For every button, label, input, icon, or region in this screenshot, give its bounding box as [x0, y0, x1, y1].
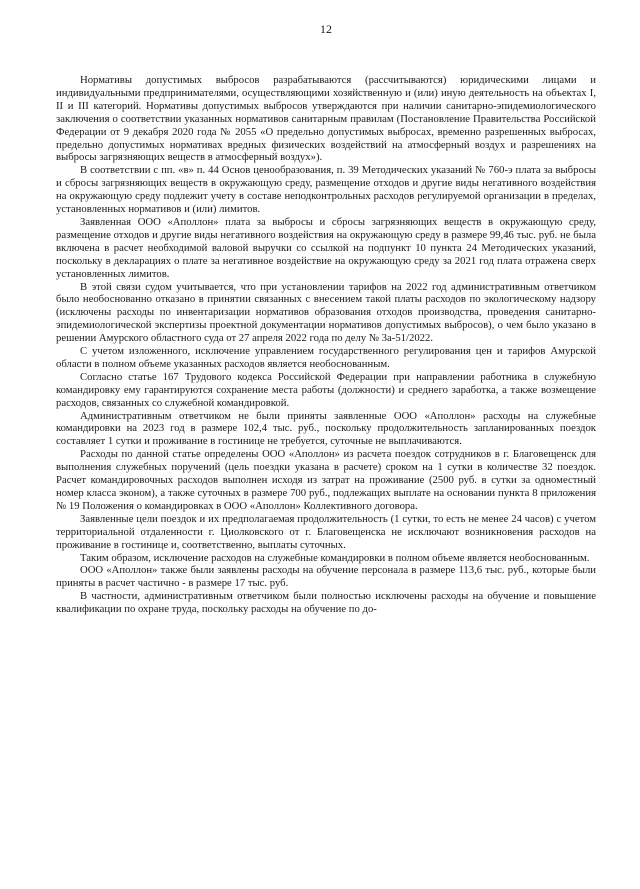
paragraph-10: Таким образом, исключение расходов на служебные командировки в полном объеме является необоснованным. — [80, 551, 590, 564]
paragraph-7: Административным ответчиком не были приняты заявленные ООО «Аполлон» расходы на служебные командировки на 2023 год в размере 102,4 тыс. руб., поскольку продолжительность запланированных поездок составляет 1 сутки и проживание в гостинице не требуется, суточные не выплачиваются. — [56, 409, 596, 448]
paragraph-1: Нормативы допустимых выбросов разрабатываются (рассчитываются) юридическими лицами и индивидуальными предпринимателями, осуществляющими хозяйственную и (или) иную деятельность на объектах I, II и III категорий. Нормативы допустимых выбросов утверждаются при наличии санитарно-эпидемиологического заключения о соответствии указанных нормативов санитарным правилам (Постановление Правительства Российской Федерации от 9 декабря 2020 года № 2055 «О предельно допустимых выбросах, временно разрешенных выбросах, предельно допустимых нормативах вредных физических воздействий на атмосферный воздух и разрешениях на выбросы загрязняющих веществ в атмосферный воздух»). — [56, 74, 596, 164]
paragraph-11: ООО «Аполлон» также были заявлены расходы на обучение персонала в размере 113,6 тыс. руб., которые были приняты в расчет частично - в размере 17 тыс. руб. — [56, 564, 596, 590]
paragraph-5: С учетом изложенного, исключение управлением государственного регулирования цен и тарифов Амурской области в полном объеме указанных расходов является необоснованным. — [56, 345, 596, 370]
paragraph-4: В этой связи судом учитывается, что при установлении тарифов на 2022 год административным ответчиком было необоснованно отказано в принятии связанных с внесением такой платы расходов по экологическому надзору (исключены расходы по инвентаризации нормативов образования отходов производства, проведения санитарно-эпидемиологической экспертизы проектной документации нормативов допустимых выбросов), о чем было указано в решении Амурского областного суда от 27 апреля 2022 года по делу № 3а-51/2022. — [56, 280, 596, 345]
paragraph-8: Расходы по данной статье определены ООО «Аполлон» из расчета поездок сотрудников в г. Благовещенск для выполнения служебных поручений (цель поездки указана в расчете) сроком на 1 сутки в количестве 32 поездок. Расчет командировочных расходов выполнен исходя из затрат на проживание (2500 руб. в сутки за одноместный номер класса эконом), а также суточных в размере 700 руб., подлежащих выплате на основании пункта 8 приложения № 19 Положения о командировках в ООО «Аполлон» Коллективного договора. — [56, 448, 596, 512]
document-body — [56, 74, 596, 616]
paragraph-6: Согласно статье 167 Трудового кодекса Российской Федерации при направлении работника в служебную командировку ему гарантируются сохранение места работы (должности) и среднего заработка, а также возмещение расходов, связанных со служебной командировкой. — [56, 370, 596, 409]
paragraph-9: Заявленные цели поездок и их предполагаемая продолжительность (1 сутки, то есть не менее 24 часов) с учетом территориальной отдаленности г. Циолковского от г. Благовещенска не исключают возникновения расходов на проживание в гостинице и, соответственно, выплаты суточных. — [56, 512, 596, 551]
paragraph-12: В частности, административным ответчиком были полностью исключены расходы на обучение и повышение квалификации по охране труда, поскольку расходы на обучение по до- — [56, 590, 596, 616]
paragraph-2: В соответствии с пп. «в» п. 44 Основ ценообразования, п. 39 Методических указаний № 760-э плата за выбросы и сбросы загрязняющих веществ в окружающую среду, размещение отходов и другие виды негативного воздействия на окружающую среду подлежит учету в составе неподконтрольных расходов регулируемой организации в пределах, установленных нормативов и (или) лимитов. — [56, 164, 596, 216]
paragraph-3: Заявленная ООО «Аполлон» плата за выбросы и сбросы загрязняющих веществ в окружающую среду, размещение отходов и другие виды негативного воздействия на окружающую среду в размере 99,46 тыс. руб. не была включена в расчет необходимой валовой выручки со ссылкой на подпункт 10 пункта 24 Методических указаний, поскольку в декларациях о плате за негативное воздействие на окружающую среду за 2021 год плата отражена сверх установленных лимитов. — [56, 215, 596, 280]
page-number: 12 — [320, 22, 332, 36]
